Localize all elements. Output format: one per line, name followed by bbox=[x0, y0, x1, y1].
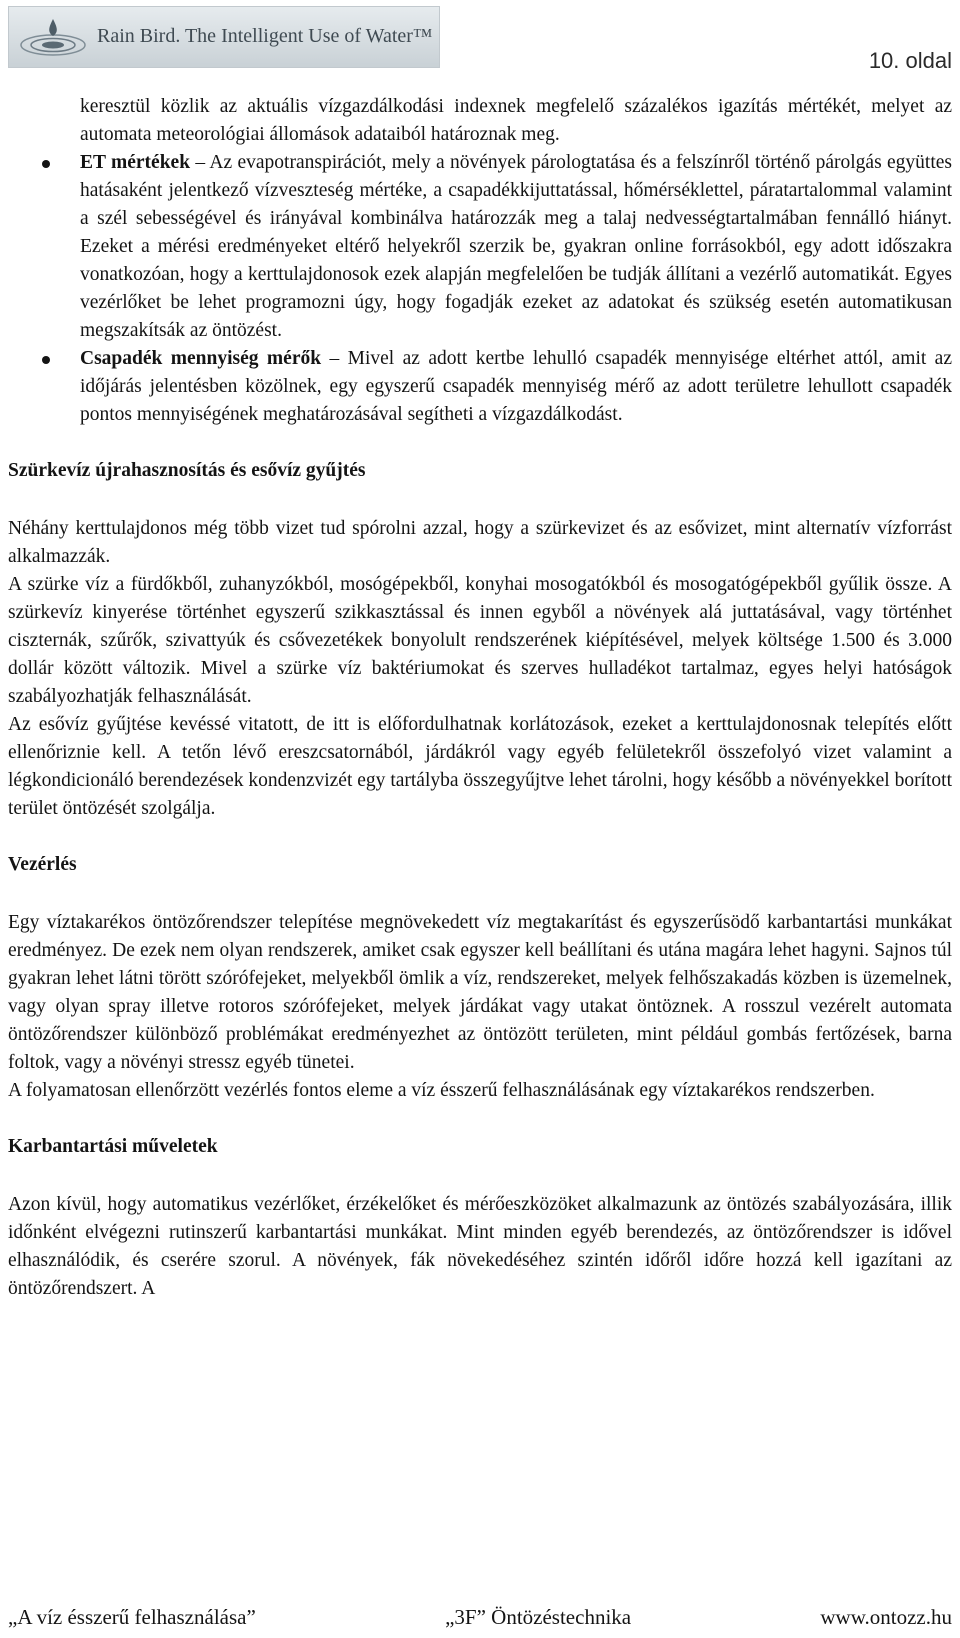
bullet-dot bbox=[42, 160, 50, 168]
section-heading: Karbantartási műveletek bbox=[8, 1136, 218, 1157]
bullet-item-rain-gauge bbox=[80, 345, 952, 429]
continuation-paragraph: keresztül közlik az aktuális vízgazdálkodási indexnek megfelelő százalékos igazítás mértékét, melyet az automata meteorológiai állomások adataiból határoznak meg. bbox=[80, 96, 952, 145]
bullet-term: Csapadék mennyiség mérők bbox=[80, 348, 322, 369]
page-number: 10. oldal bbox=[868, 48, 952, 73]
bullet-item-et bbox=[80, 149, 952, 345]
paragraph: A folyamatosan ellenőrzött vezérlés fontos eleme a víz ésszerű felhasználásának egy víztakarékos rendszerben. bbox=[8, 1080, 875, 1101]
footer-url: www.ontozz.hu bbox=[820, 1605, 952, 1629]
bullet-text: – Mivel az adott kertbe lehulló csapadék mennyisége eltérhet attól, amit az időjárás jelentésben közölnek, egy egyszerű csapadék mennyiség mérő az adott területre lehullott csapadék pontos mennyiségének meghatározásával segítheti a vízgazdálkodást. bbox=[80, 348, 952, 425]
logo-text: Rain Bird. The Intelligent Use of Water™ bbox=[97, 25, 433, 47]
bullet-list bbox=[8, 149, 952, 429]
paragraph: Azon kívül, hogy automatikus vezérlőket, érzékelőket és mérőeszközöket alkalmazunk az öntözés szabályozására, illik időnként elvégezni rutinszerű karbantartási munkákat. Mint minden egyéb berendezés, az öntözőrendszer is idővel elhasználódik, és cserére szorul. A növények, fák növekedéséhez szintén időről időre hozzá kell igazítani az öntözőrendszert. A bbox=[8, 1194, 952, 1299]
section-heading: Vezérlés bbox=[8, 854, 77, 875]
bullet-text: – Az evapotranspirációt, mely a növények párologtatása és a felszínről történő párolgás együttes hatásaként jelentkező vízveszteség mértéke, a csapadékkijuttatással, hőmérséklettel, páratartalommal valamint a szél sebességével és irányával kombinálva határozzák meg a talaj nedvességtartalmában fennálló hiányt. Ezeket a mérési eredményeket eltérő helyekről szerzik be, gyakran online forrásokból, egy adott időszakra vonatkozóan, hogy a kerttulajdonosok ezek alapján megfelelően be tudják állítani a vezérlő automatikát. Egyes vezérlőket be lehet programozni úgy, hogy fogadják ezeket az adatokat és szükség esetén automatikusan megszakítsák az öntözést. bbox=[80, 152, 952, 341]
bullet-term: ET mértékek bbox=[80, 152, 191, 173]
page-footer bbox=[8, 1604, 952, 1630]
document-body bbox=[8, 93, 952, 1303]
footer-center: „3F” Öntözéstechnika bbox=[445, 1605, 632, 1629]
footer-left: „A víz ésszerű felhasználása” bbox=[8, 1605, 256, 1629]
paragraph: Egy víztakarékos öntözőrendszer telepítése megnövekedett víz megtakarítást és egyszerűsödő karbantartási munkákat eredményez. De ezek nem olyan rendszerek, amiket csak egyszer kell beállítani és utána magára lehet hagyni. Sajnos túl gyakran lehet látni törött szórófejeket, melyekből ömlik a víz, rendszereket, melyek felhőszakadás közben is üzemelnek, vagy olyan spray illetve rotoros szórófejeket, melyek járdákat vagy utakat öntöznek. A rosszul vezérelt automata öntözőrendszer különböző problémákat eredményezhet az öntözött területen, mint például gombás fertőzések, barna foltok, vagy a növényi stressz egyéb tünetei. bbox=[8, 912, 952, 1073]
section-heading: Szürkevíz újrahasznosítás és esővíz gyűjtés bbox=[8, 460, 366, 481]
bullet-dot bbox=[42, 356, 50, 364]
paragraph: Néhány kerttulajdonos még több vizet tud spórolni azzal, hogy a szürkevizet és az esővizet, mint alternatív vízforrást alkalmazzák. bbox=[8, 518, 952, 567]
paragraph: A szürke víz a fürdőkből, zuhanyzókból, mosógépekből, konyhai mosogatókból és mosogatógépekből gyűlik össze. A szürkevíz kinyerése történhet egyszerű szikkasztással és innen egyből a növények alá juttatásával, vagy történhet ciszternák, szűrők, szivattyúk és csővezetékek bonyolult rendszerének kiépítésével, melyek költsége 1.500 és 3.000 dollár között változik. Mivel a szürke víz baktériumokat és szerves hulladékot tartalmaz, egyes helyi hatóságok szabályozhatják felhasználását. bbox=[8, 574, 952, 707]
rain-bird-logo bbox=[8, 6, 440, 68]
paragraph: Az esővíz gyűjtése kevéssé vitatott, de itt is előfordulhatnak korlátozások, ezeket a kerttulajdonosnak telepítés előtt ellenőriznie kell. A tetőn lévő ereszcsatornából, járdákról vagy egyéb felületekről összefolyó vizet valamint a légkondicionáló berendezések kondenzvizét egy tartályba összegyűjtve lehet tárolni, hogy később a növényekkel borított terület öntözését szolgálja. bbox=[8, 714, 952, 819]
water-drop-icon bbox=[19, 15, 87, 59]
